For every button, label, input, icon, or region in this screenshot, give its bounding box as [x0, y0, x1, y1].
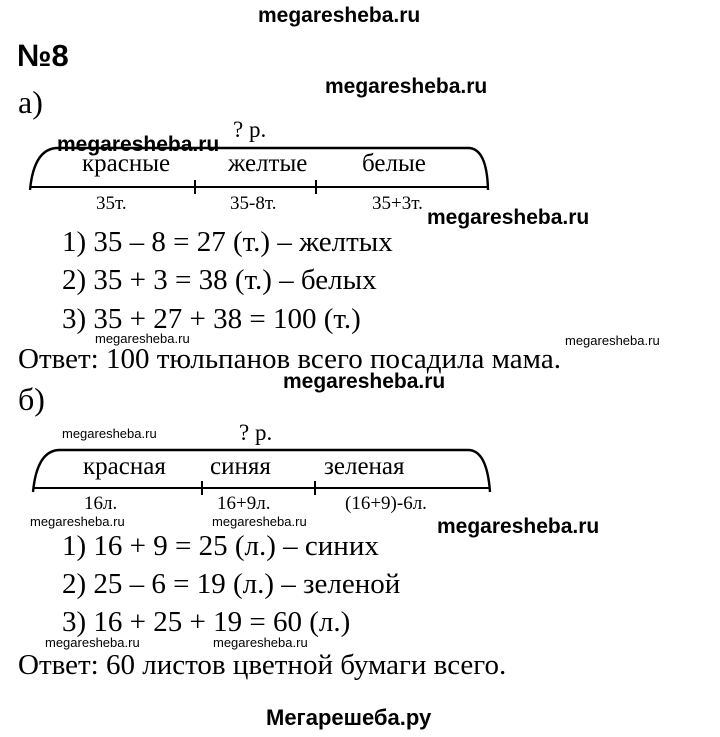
overlay-watermark: megaresheba.ru: [212, 514, 307, 529]
diagram-b-segment-3: зеленая: [324, 453, 405, 480]
diagram-a-segment-1: красные: [82, 150, 171, 177]
overlay-watermark: megaresheba.ru: [95, 331, 190, 346]
part-b-answer: Ответ: 60 листов цветной бумаги всего.: [18, 649, 507, 681]
overlay-watermark: megaresheba.ru: [565, 333, 660, 348]
part-a-label: а): [18, 84, 43, 120]
overlay-watermark: megaresheba.ru: [57, 133, 220, 156]
part-b-label: б): [18, 381, 45, 417]
overlay-watermark: megaresheba.ru: [325, 75, 488, 98]
diagram-b-sublabel-1: 16л.: [84, 493, 118, 514]
overlay-watermark: megaresheba.ru: [437, 515, 600, 538]
overlay-watermark: megaresheba.ru: [427, 206, 590, 229]
overlay-watermark: megaresheba.ru: [283, 370, 446, 393]
overlay-watermark: megaresheba.ru: [45, 635, 140, 650]
part-a-step-2: 2) 35 + 3 = 38 (т.) – белых: [62, 264, 377, 296]
overlay-watermark: megaresheba.ru: [30, 514, 125, 529]
part-a-step-3: 3) 35 + 27 + 38 = 100 (т.): [62, 303, 361, 335]
diagram-b-sublabel-3: (16+9)-6л.: [345, 493, 427, 514]
diagram-a-segment-2: желтые: [228, 150, 308, 177]
part-a-answer: Ответ: 100 тюльпанов всего посадила мама.: [18, 343, 561, 375]
footer-watermark: Мегарешеба.ру: [266, 705, 432, 730]
overlay-watermark: megaresheba.ru: [62, 426, 157, 441]
diagram-a-sublabel-3: 35+3т.: [372, 193, 423, 214]
diagram-a-segment-3: белые: [362, 150, 426, 177]
diagram-a-sublabel-1: 35т.: [96, 193, 127, 214]
part-b-step-3: 3) 16 + 25 + 19 = 60 (л.): [62, 606, 351, 638]
part-b-step-2: 2) 25 – 6 = 19 (л.) – зеленой: [62, 568, 401, 600]
diagram-b-segment-1: красная: [83, 453, 166, 480]
header-watermark: megaresheba.ru: [258, 4, 421, 27]
diagram-a-total-label: ? р.: [233, 117, 267, 142]
diagram-b-segment-2: синяя: [210, 453, 271, 480]
problem-number: №8: [17, 38, 69, 73]
part-a-step-1: 1) 35 – 8 = 27 (т.) – желтых: [62, 226, 393, 258]
diagram-a-sublabel-2: 35-8т.: [230, 193, 277, 214]
diagram-b-total-label: ? р.: [239, 420, 273, 445]
overlay-watermark: megaresheba.ru: [213, 635, 308, 650]
part-b-step-1: 1) 16 + 9 = 25 (л.) – синих: [62, 530, 379, 562]
diagram-b-sublabel-2: 16+9л.: [217, 493, 271, 514]
